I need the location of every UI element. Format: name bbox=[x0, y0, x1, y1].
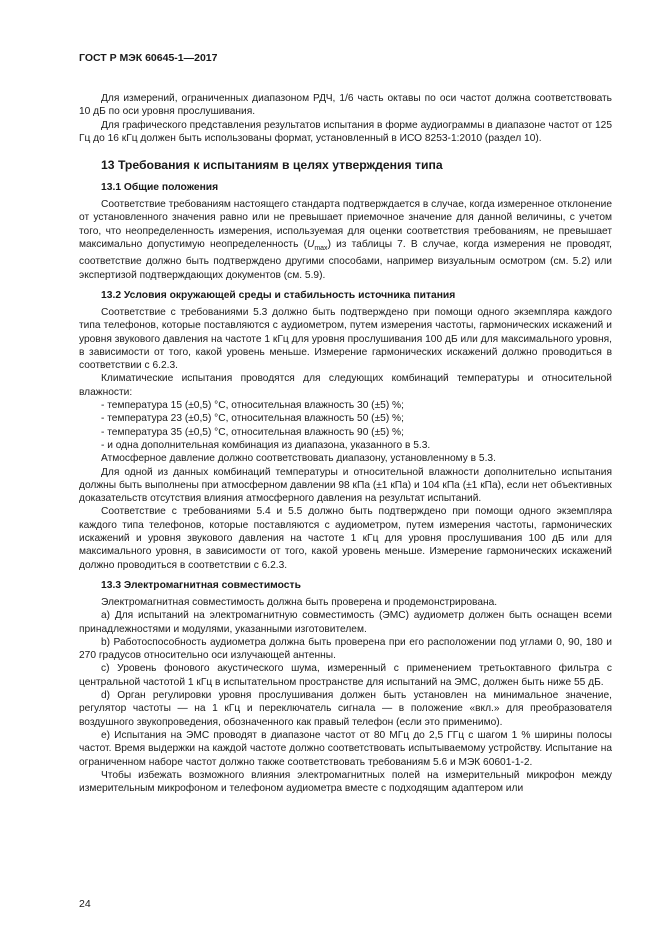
section-13-3-item-a: а) Для испытаний на электромагнитную совместимость (ЭМС) аудиометр должен быть оснащен всеми принадлежностями и модулями, указанными изготовителем. bbox=[79, 610, 612, 635]
page-number: 24 bbox=[79, 898, 91, 910]
list-item: - температура 35 (±0,5) °С, относительная влажность 90 (±5) %; bbox=[101, 426, 404, 438]
section-13-2-paragraph-2: Климатические испытания проводятся для следующих комбинаций температуры и относительной влажности: bbox=[79, 373, 612, 398]
climate-conditions-list bbox=[79, 399, 612, 452]
section-13-2-paragraph-5: Соответствие с требованиями 5.4 и 5.5 должно быть подтверждено при помощи одного экземпляра каждого типа телефонов, которые поставляются с аудиометром, путем измерения частоты, гармонических искажений и уровня звукового давления на частоте 1 кГц для уровня прослушивания 100 дБ или для максимального уровня, в зависимости от того, какой уровень меньше. Измерение гармонических искажений должно проводиться в соответствии с 6.2.3. bbox=[79, 506, 612, 571]
section-13-3-paragraph-last: Чтобы избежать возможного влияния электромагнитных полей на измерительный микрофон между измерительным микрофоном и телефоном аудиометра вместе с подходящим адаптером или bbox=[79, 769, 612, 795]
section-13-1-paragraph bbox=[79, 198, 612, 282]
list-item: - и одна дополнительная комбинация из диапазона, указанного в 5.3. bbox=[101, 439, 431, 451]
section-13-title: 13 Требования к испытаниям в целях утверждения типа bbox=[101, 158, 443, 173]
u-max-symbol: U bbox=[306, 239, 315, 251]
section-13-2-title: 13.2 Условия окружающей среды и стабильность источника питания bbox=[101, 290, 456, 301]
section-13-1-text-b: ) из таблицы 7. В случае, когда измерения не проводят, соответствие должно быть подтверждено другими способами, например визуальным осмотром (см. 5.2) или экспертизой подтверждающих документов (см. 5.9). bbox=[79, 239, 613, 281]
section-13-2-paragraph-3: Атмосферное давление должно соответствовать диапазону, установленному в 5.3. bbox=[101, 453, 496, 465]
section-13-1-text-a: Соответствие требованиям настоящего стандарта подтверждается в случае, когда измеренное отклонение от установленного значения равно или не превышает приемочное значение для данной величины, с учетом того, что неопределенность измерения, используемая для оценки соответствия требованиям, не превышает максимально допустимую неопределенность ( bbox=[79, 199, 612, 251]
document-header: ГОСТ Р МЭК 60645-1—2017 bbox=[79, 52, 218, 64]
section-13-3-item-b: b) Работоспособность аудиометра должна быть проверена при его расположении под углами 0, 90, 180 и 270 градусов относительно оси излучающей антенны. bbox=[79, 636, 612, 662]
section-13-3-paragraph-1: Электромагнитная совместимость должна быть проверена и продемонстрирована. bbox=[101, 596, 498, 608]
section-13-3-item-c: с) Уровень фонового акустического шума, измеренный с применением третьоктавного фильтра с центральной частотой 1 кГц в испытательном пространстве для испытаний на ЭМС, должен быть ниже 55 дБ. bbox=[79, 663, 612, 688]
section-13-2-paragraph-1: Соответствие с требованиями 5.3 должно быть подтверждено при помощи одного экземпляра каждого типа телефонов, которые поставляются с аудиометром, путем измерения частоты, гармонических искажений и уровня звукового давления на частоте 1 кГц для уровня прослушивания 100 дБ или для максимального уровня, в зависимости от того, какой уровень меньше. Измерение гармонических искажений должно проводиться в соответствии с 6.2.3. bbox=[79, 307, 612, 372]
section-13-2-paragraph-4: Для одной из данных комбинаций температуры и относительной влажности дополнительно испытания должны быть выполнены при атмосферном давлении 98 кПа (±1 кПа) и 104 кПа (±1 кПа), если нет объективных доказательств отсутствия влияния атмосферного давления на результат испытаний. bbox=[79, 466, 612, 505]
section-13-3-title: 13.3 Электромагнитная совместимость bbox=[101, 579, 301, 591]
section-13-1-title: 13.1 Общие положения bbox=[101, 182, 219, 194]
intro-paragraph-1: Для измерений, ограниченных диапазоном РДЧ, 1/6 часть октавы по оси частот должна соответствовать 10 дБ по оси уровня прослушивания. bbox=[79, 93, 612, 118]
document-page bbox=[79, 52, 612, 795]
section-13-3-item-d: d) Орган регулировки уровня прослушивания должен быть установлен на минимальное значение, регулятор частоты — на 1 кГц и переключатель сигнала — в положение «вкл.» для преобразователя воздушного звукопроведения, обозначенного как правый телефон (если это применимо). bbox=[79, 690, 612, 728]
u-max-subscript: max bbox=[314, 245, 328, 253]
list-item: - температура 23 (±0,5) °С, относительная влажность 50 (±5) %; bbox=[101, 413, 404, 425]
intro-paragraph-2: Для графического представления результатов испытания в форме аудиограммы в диапазоне частот от 125 Гц до 16 кГц должен быть использованы формат, установленный в ИСО 8253-1:2010 (раздел 10). bbox=[79, 119, 612, 144]
section-13-3-item-e: е) Испытания на ЭМС проводят в диапазоне частот от 80 МГц до 2,5 ГГц с шагом 1 % ширины полосы частот. Время выдержки на каждой частоте должно соответствовать испытываемому устройству. Испытание на ограниченном наборе частот должно также соответствовать требованиям 5.6 и МЭК 60601-1-2. bbox=[79, 729, 612, 768]
list-item: - температура 15 (±0,5) °С, относительная влажность 30 (±5) %; bbox=[101, 400, 404, 412]
